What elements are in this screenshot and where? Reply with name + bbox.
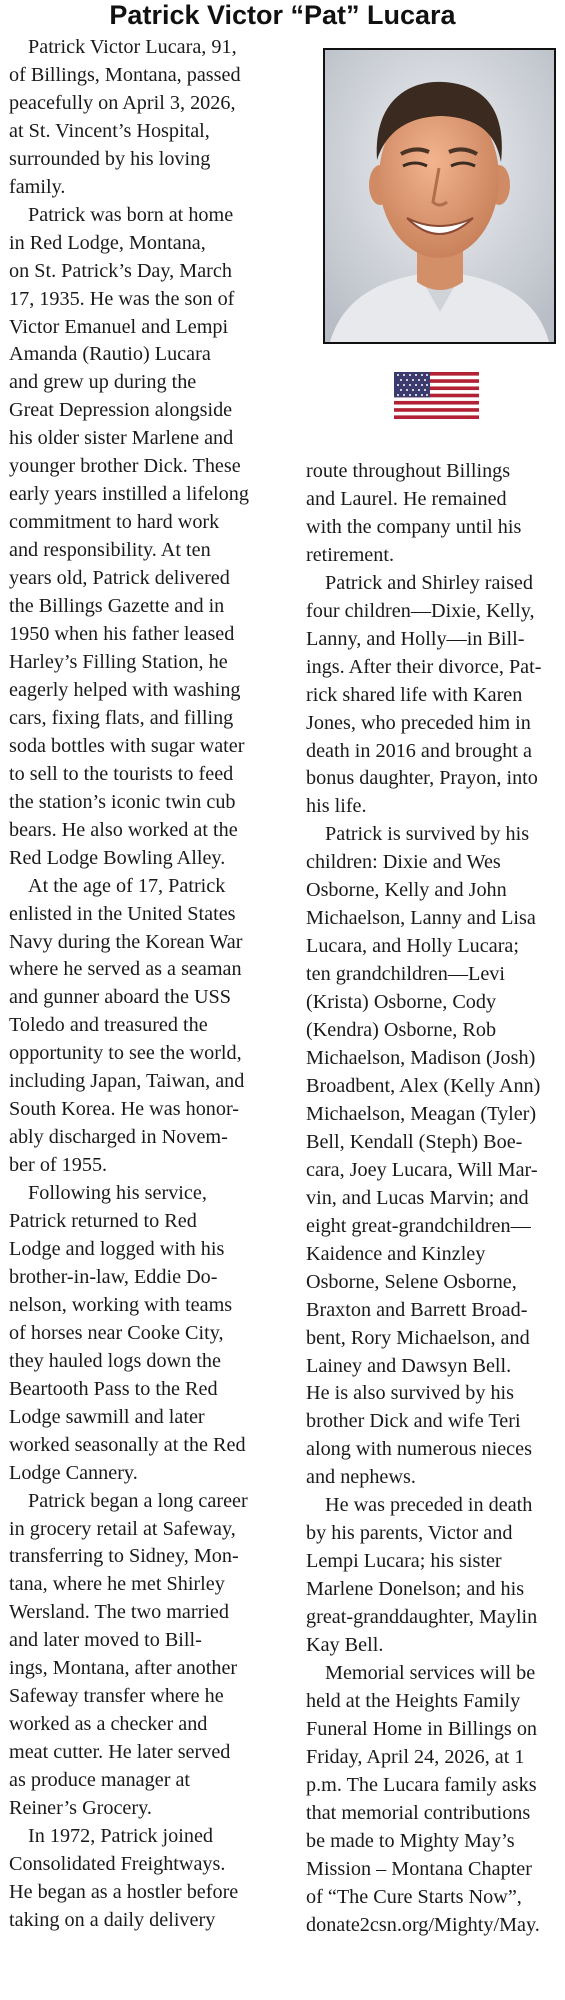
paragraph-navy: At the age of 17, Patrick enlisted in the United States Navy during the Korean War where he served as a seaman and gunner aboard the USS Toledo and treasured the opportunity to see the world, including Japan, Taiwan, and South Korea. He was honor- ably discharged in Novem- ber of 1955. [9,874,245,1177]
paragraph-memorial: Memorial services will be held at the Heights Family Funeral Home in Billings on Friday, April 24, 2026, at 1 p.m. The Lucara family asks that memorial contributions be made to Mighty May’s Mission – Montana Chapter of “The Cure Starts Now”, donate2csn.org/Mighty/May. [306,1661,540,1936]
paragraph-children: Patrick and Shirley raised four children—Dixie, Kelly, Lanny, and Holly—in Bill- ings. After their divorce, Pat- rick shared life with Karen Jones, who preceded him in death in 2016 and brought a bonus daughter, Prayon, into his life. [306,571,542,818]
left-column [9,34,275,1935]
us-flag-icon [394,372,479,419]
paragraph-preceded: He was preceded in death by his parents, Victor and Lempi Lucara; his sister Marlene Donelson; and his great-granddaughter, Maylin Kay Bell. [306,1494,538,1657]
paragraph-early-life: Patrick was born at home in Red Lodge, Montana, on St. Patrick’s Day, March 17, 1935. He was the son of Victor Emanuel and Lempi Amanda (Rautio) Lucara and grew up during the Great Depression alongside his older sister Marlene and younger brother Dick. These early years instilled a lifelong commitment to hard work and responsibility. At ten years old, Patrick delivered the Billings Gazette and in 1950 when his father leased Harley’s Filling Station, he eagerly helped with washing cars, fixing flats, and filling soda bottles with sugar water to sell to the tourists to feed the station’s iconic twin cub bears. He also worked at the Red Lodge Bowling Alley. [9,203,249,869]
paragraph-survivors: Patrick is survived by his children: Dixie and Wes Osborne, Kelly and John Michaelson, Lanny and Lisa Lucara, and Holly Lucara; ten grandchildren—Levi (Krista) Osborne, Cody (Kendra) Osborne, Rob Michaelson, Madison (Josh) Broadbent, Alex (Kelly Ann) Michaelson, Meagan (Tyler) Bell, Kendall (Steph) Boe- cara, Joey Lucara, Will Mar- vin, and Lucas Marvin; and eight great-grandchildren— Kaidence and Kinzley Osborne, Selene Osborne, Braxton and Barrett Broad- bent, Rory Michaelson, and Lainey and Dawsyn Bell. He is also survived by his brother Dick and wife Teri along with numerous nieces and nephews. [306,823,541,1489]
obituary-title: Patrick Victor “Pat” Lucara [109,0,456,30]
portrait-photo-icon [323,48,556,344]
right-column [306,458,560,1940]
paragraph-intro: Patrick Victor Lucara, 91, of Billings, Montana, passed peacefully on April 3, 2026, at St. Vincent’s Hospital, surrounded by his loving family. [9,36,241,198]
paragraph-safeway: Patrick began a long career in grocery retail at Safeway, transferring to Sidney, Mon- tana, where he met Shirley Wersland. The two married and later moved to Bill- ings, Montana, after another Safeway transfer where he worked as a checker and meat cutter. He later served as produce manager at Reiner’s Grocery. [9,1489,248,1820]
paragraph-logging: Following his service, Patrick returned to Red Lodge and logged with his brother-in-law, Eddie Do- nelson, working with teams of horses near Cooke City, they hauled logs down the Beartooth Pass to the Red Lodge sawmill and later worked seasonally at the Red Lodge Cannery. [9,1182,246,1484]
paragraph-delivery-continued: route throughout Billings and Laurel. He remained with the company until his retirement. [306,460,522,566]
paragraph-freightways: In 1972, Patrick joined Consolidated Freightways. He began as a hostler before taking on a daily delivery [9,1825,239,1931]
